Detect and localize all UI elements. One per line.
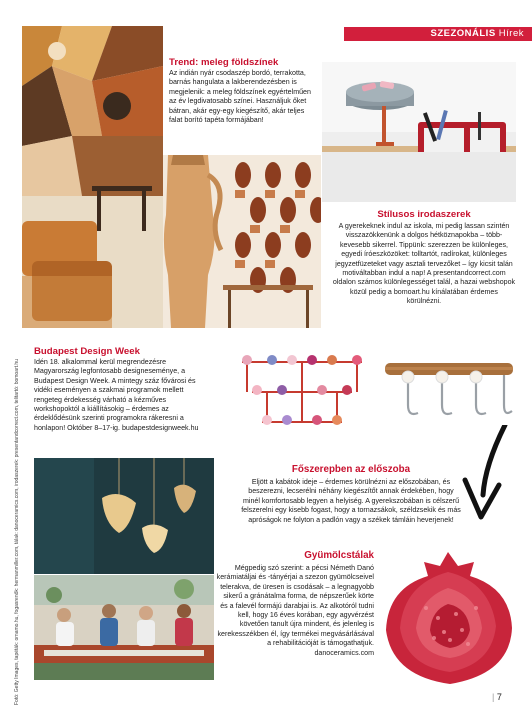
hallway-body: Eljött a kabátok ideje – érdemes körülnézni az előszobában, és beszerezni, lecserélni néhány kiegészítőt annak érdekében, hogy minél komfortosabb legyen a helyiség. A gyerekszobában is célszerű felszerelni egy kisebb fogast, hogy a tornazsákok, széldzsekik és más apróságok ne folyton a padlón vagy a székek támláin heverjenek! <box>241 478 461 524</box>
design-week-body: Idén 18. alkalommal kerül megrendezésre Magyarország legfontosabb designeseménye, a Budapest Design Week. A mintegy száz fővárosi és vidéki eseményen a szakmai programok mellett rengeteg érdekesség várható a kézműves workshopoktól a kiállításokig – érdemes az érdeklődésünk szerinti programokra rákeresni a honlapon! Október 8–17-ig. budapestdesignweek.hu <box>34 358 199 432</box>
hallway-title: Főszerepben az előszoba <box>291 464 411 475</box>
section-label: SZEZONÁLIS <box>430 28 496 39</box>
page-number-value: 7 <box>496 692 502 702</box>
pomegranate-bowl-photo <box>378 548 520 688</box>
trend-body: Az indián nyár csodaszép bordó, terrakotta, barnás hangulata a lakberendezésben is megjelenik: a meleg földszínek egyértelműen az év legdivatosabb színei. Használjuk őket bátran, akár egy-egy kiegészítő, akár teljes falat borító tapéta formájában! <box>169 69 311 125</box>
design-week-article <box>34 346 212 433</box>
office-supplies-photo <box>322 62 516 202</box>
wooden-coat-hook-photo <box>380 355 515 430</box>
hand-drawn-arrow-icon <box>455 425 515 525</box>
fruit-bowl-title: Gyümölcstálak <box>304 550 374 561</box>
page-number-divider: | <box>492 692 495 702</box>
office-body: A gyerekeknek indul az iskola, mi pedig lassan szintén visszazökkenünk a dolgos hétköznapokba – több-kevesebb sikerrel. Tippünk: szerezzen be különleges, egyedi íróeszközöket: tolltartót, radírokat, különleges jegyzetfüzeteket vagy asztali tervezőket – így kicsit talán motiváltabban indul a nap! A presentandcorrect.com oldalon számos különlegességet talál, a hazai webshopok közül pedig a bomoart.hu kínálatában érdemes körülnézni. <box>332 222 516 306</box>
section-header <box>344 27 532 41</box>
lamps-photo <box>34 458 214 574</box>
trend-article <box>169 57 321 125</box>
workshop-photo <box>34 575 214 680</box>
photo-credit: Fotó: Getty Images, tapéták: ornamo.hu, fogasrenők: hermanmiller.com, tálak: danoceramics.com, irodaszerek: presentandcorrect.com, telitartó: bomoart.hu <box>14 359 20 705</box>
page-number <box>492 692 502 702</box>
office-article <box>332 209 516 307</box>
terracotta-vase-photo <box>163 155 321 328</box>
subsection-label: Hírek <box>498 28 524 39</box>
fruit-bowl-article <box>216 550 374 658</box>
design-week-title: Budapest Design Week <box>34 346 140 357</box>
hallway-article <box>241 464 461 525</box>
ball-coat-rack-photo <box>237 352 367 432</box>
office-title: Stílusos irodaszerek <box>377 209 471 220</box>
trend-title: Trend: meleg földszínek <box>169 57 279 68</box>
fruit-bowl-body: Mégpedig szó szerint: a pécsi Németh Danó kerámiatáljai és -tányérjai a szezon gyümölcseivel telerakva, de üresen is csodásak – a legnagyobb sikerű a gránátalma forma, de népszerűek körte és a falevél formájú darabjai is. Az alkotóról tudni kell, hogy 16 éves korában, egy agyvérzést követően tanult újra mindent, és jelenleg is kerekesszékben él, így termékei megvásárlásával a rehabilitációját is támogathatjuk. danoceramics.com <box>216 564 374 657</box>
earth-tones-interior-photo <box>22 26 163 328</box>
